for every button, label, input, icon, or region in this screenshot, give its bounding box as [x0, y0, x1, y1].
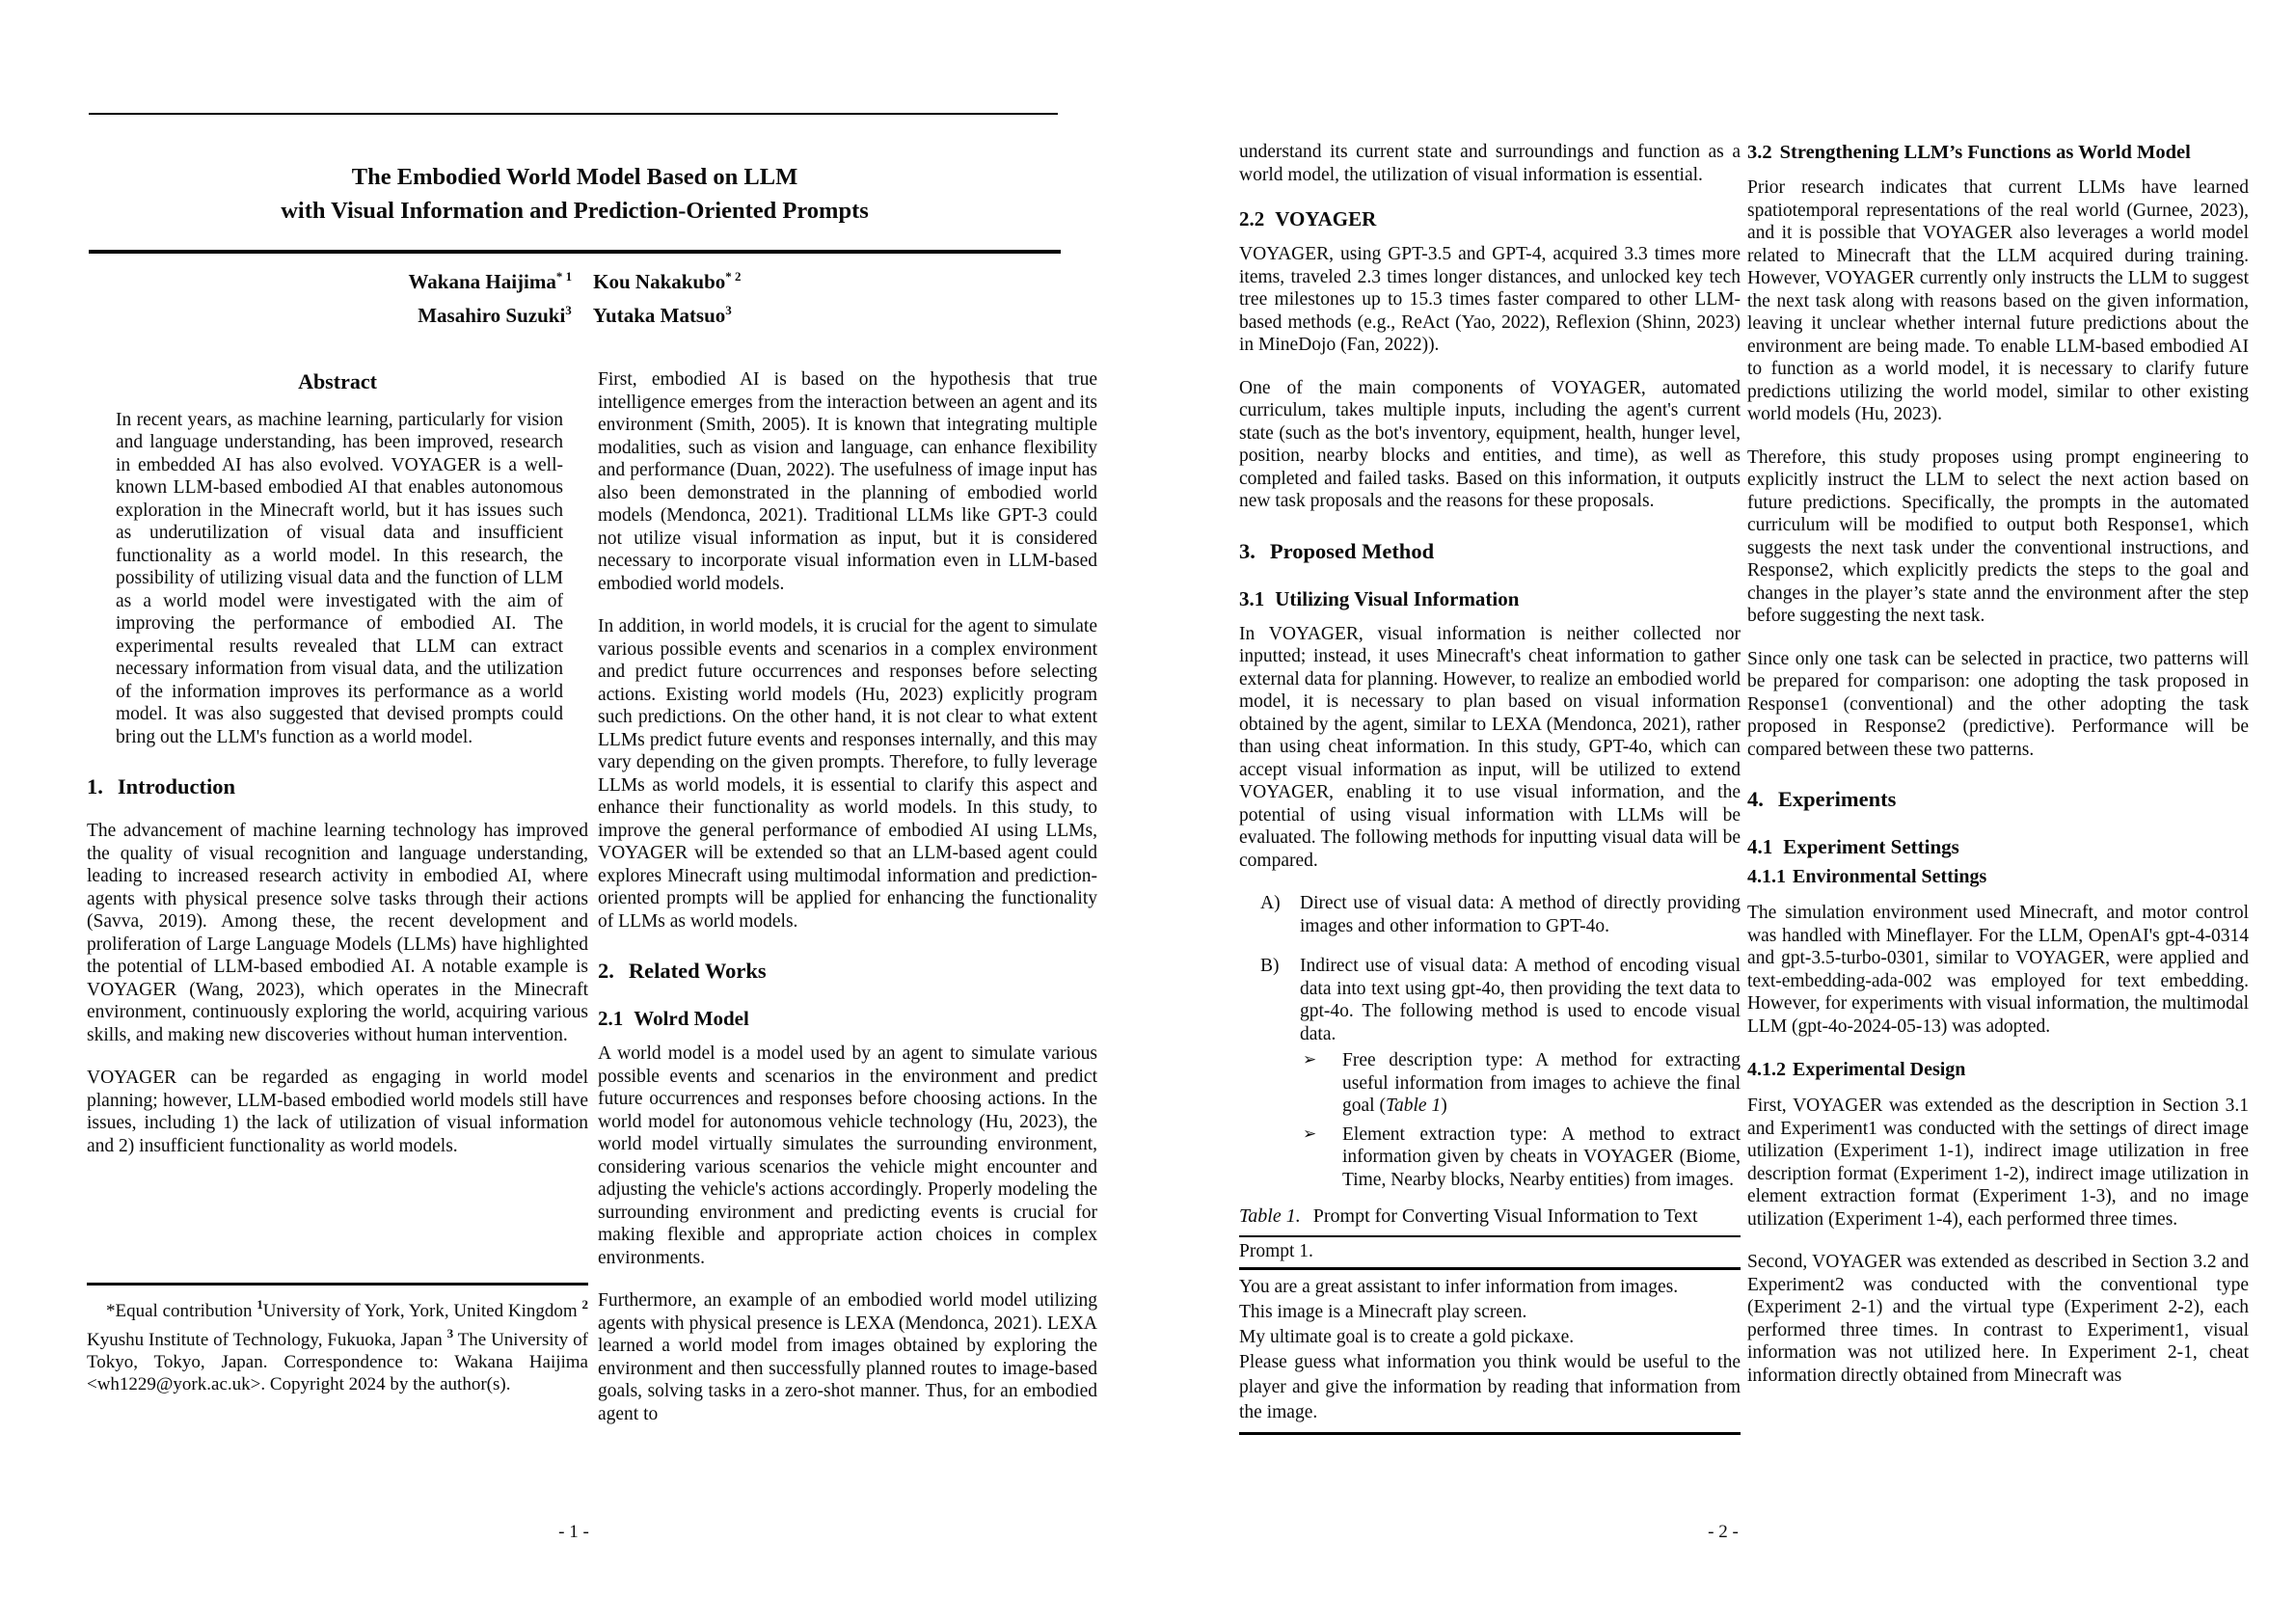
section-number: 3.2: [1747, 142, 1772, 163]
intro-paragraph-2: VOYAGER can be regarded as engaging in world model planning; however, LLM-based embodied world models still have issues, including 1) the lack of utilization of visual information and 2) insufficient functionality as world models.: [87, 1068, 588, 1156]
footnote-superscript: 3: [446, 1326, 454, 1340]
section-2-heading: [598, 958, 1097, 985]
footnote-rule: [87, 1283, 588, 1286]
author-name: Masahiro Suzuki: [418, 304, 566, 327]
paper-title-line-2: with Visual Information and Prediction-Oriented Prompts: [281, 198, 869, 224]
author-name: Kou Nakakubo: [593, 270, 726, 293]
section-title: Experiment Settings: [1783, 835, 1959, 858]
section-3-2-heading: [1747, 141, 2249, 165]
paragraph: Furthermore, an example of an embodied world model utilizing agents with physical presence is LEXA (Mendonca, 2021). LEXA learned a world model from images obtained by exploring the environment and then successfully planned routes to image-based goals, solving tasks in a zero-shot manner. Thus, for an embodied agent to: [598, 1290, 1097, 1424]
author-superscript: 3: [565, 303, 572, 317]
page2-column-2: [1747, 141, 2249, 1407]
section-2-1-heading: [598, 1006, 1097, 1031]
table-1: [1239, 1204, 1741, 1435]
table-1-caption-text: Prompt for Converting Visual Information to Text: [1312, 1205, 1698, 1227]
paragraph: Second, VOYAGER was extended as described in Section 3.2 and Experiment2 was conducted with the conventional type (Experiment 2-1) and the virtual type (Experiment 2-2), each performed three times. In contrast to Experiment1, visual information was not utilized here. In Experiment 2-1, cheat information directly obtained from Minecraft was: [1747, 1252, 2249, 1386]
intro-paragraph-1: The advancement of machine learning technology has improved the quality of visual recognition and language understanding, leading to increased research activity in embodied AI, where agents with physical presence solve tasks through their actions (Savva, 2019). Among these, the recent development and proliferation of Large Language Models (LLMs) have highlighted the potential of LLM-based embodied AI. A notable example is VOYAGER (Wang, 2023), which operates in the Minecraft environment, continuously exploring the world, acquiring various skills, and making new discoveries without human intervention.: [87, 821, 588, 1045]
section-title: Proposed Method: [1269, 538, 1435, 563]
page-1-number: - 1 -: [558, 1522, 589, 1542]
list-item-text: Direct use of visual data: A method of directly providing images and other information to GPT-4o.: [1300, 893, 1741, 936]
footnote-part: *Equal contribution: [106, 1301, 257, 1321]
footnote-part: The University of Tokyo, Tokyo, Japan. Correspondence to: Wakana Haijima <wh1229@york.ac.uk>. Copyright 2024 by the author(s).: [87, 1330, 588, 1394]
table-1-label: Table 1.: [1239, 1205, 1301, 1227]
list-item-a: [1239, 892, 1741, 937]
section-number: 4.1.1: [1747, 866, 1786, 887]
section-3-1-heading: [1239, 586, 1741, 611]
paragraph: The simulation environment used Minecraft, and motor control was handled with Mineflayer. For the LLM, OpenAI's gpt-4-0314 and gpt-3.5-turbo-0301, similar to VOYAGER, were applied and text-embedding-ada-002 was employed for text embedding. However, for experiments with visual information, the multimodal LLM (gpt-4o-2024-05-13) was adopted.: [1747, 903, 2249, 1037]
table-rule: [1239, 1432, 1741, 1435]
paragraph: In addition, in world models, it is crucial for the agent to simulate various possible events and scenarios in a complex environment and predict future occurrences and responses before selecting actions. Existing world models (Hu, 2023) explicitly program such predictions. On the other hand, it is not clear to what extent LLMs predict future events and responses internally, and this may vary depending on the given prompts. Therefore, to fully leverage LLMs as world models, it is essential to clarify this aspect and enhance their functionality as world models. In this study, to improve the general performance of embodied AI using LLMs, VOYAGER will be extended so that an LLM-based agent could explores Minecraft using multimodal information and prediction-oriented prompts will be applied for enhancing the functionality of LLMs as world models.: [598, 616, 1097, 932]
paragraph: First, embodied AI is based on the hypothesis that true intelligence emerges from the interaction between an agent and its environment (Smith, 2005). It is known that integrating multiple modalities, such as vision and language, can enhance flexibility and performance (Duan, 2022). The usefulness of image input has also been demonstrated in the planning of embodied world models (Mendonca, 2021). Traditional LLMs like GPT-3 could not utilize visual information as input, but it is considered necessary to incorporate visual information even in LLM-based embodied world models.: [598, 369, 1097, 594]
paper-title: [89, 160, 1061, 228]
section-number: 2.: [598, 959, 614, 983]
bullet-text: Element extraction type: A method to extract information given by cheats in VOYAGER (Biome, Time, Nearby blocks, Nearby entities) from images.: [1342, 1123, 1741, 1190]
table-1-body: [1239, 1270, 1741, 1432]
section-title: Environmental Settings: [1793, 866, 1987, 887]
section-title: Related Works: [628, 959, 767, 983]
title-rule-top: [89, 113, 1058, 115]
paragraph: Prior research indicates that current LLMs have learned spatiotemporal representations of the real world (Gurnee, 2023), and it is possible that VOYAGER also leverages a world model related to Minecraft that the LLM acquired during training. However, VOYAGER currently only instructs the LLM to suggest the next task along with reasons based on the given information, leaving it unclear whether internal future predictions about the environment are being made. To enable LLM-based embodied AI to function as a world model, it is necessary to clarify future predictions utilizing the world model, similar to other existing world models (Hu, 2023).: [1747, 177, 2249, 424]
section-number: 3.: [1239, 538, 1256, 563]
author-superscript: * 1: [555, 269, 573, 284]
paragraph: Since only one task can be selected in practice, two patterns will be prepared for comparison: one adopting the task proposed in Response1 (conventional) and the other adopting the task proposed in Response2 (predictive). Performance will be compared between these two patterns.: [1747, 648, 2249, 760]
table-1-caption: [1239, 1204, 1741, 1229]
paragraph: A world model is a model used by an agent to simulate various possible events and scenarios in the environment and predict future occurrences and responses before choosing actions. In the world model for autonomous vehicle technology (Hu, 2023), the world model virtually simulates the surrounding environment, considering various scenarios the vehicle might encounter and adjusting the vehicle's actions accordingly. Properly modeling the surrounding environment and predicting events is crucial for making flexible and appropriate action choices in complex environments.: [598, 1043, 1097, 1268]
section-number: 4.1.2: [1747, 1059, 1786, 1080]
bullet-item-free-description: [1239, 1049, 1741, 1118]
paper-title-line-1: The Embodied World Model Based on LLM: [351, 164, 798, 190]
footnote-superscript: 2: [581, 1297, 588, 1312]
section-title: Experimental Design: [1793, 1059, 1966, 1080]
section-title: Experiments: [1777, 787, 1897, 811]
authors-block: [89, 262, 1061, 330]
arrow-bullet-icon: ➢: [1303, 1123, 1317, 1144]
section-4-1-1-heading: [1747, 865, 2249, 889]
section-title: Strengthening LLM’s Functions as World Model: [1779, 142, 2191, 163]
list-marker: A): [1260, 893, 1281, 913]
footnote-part: Kyushu Institute of Technology, Fukuoka, Japan: [87, 1330, 447, 1350]
list-marker: B): [1260, 956, 1280, 976]
page2-column-1: [1239, 141, 1741, 1435]
author-superscript: 3: [725, 303, 732, 317]
section-2-2-heading: [1239, 206, 1741, 231]
paragraph: In VOYAGER, visual information is neither collected nor inputted; instead, it uses Minecraft's cheat information to gather external data for planning. However, to realize an embodied world model, it is necessary to plan based on visual information obtained by the agent, similar to LEXA (Mendonca, 2021), rather than using cheat information. In this study, GPT-4o, which can accept visual information as input, will be utilized to extend VOYAGER, enabling it to use visual information, and the potential of using visual information with LLMs will be evaluated. The following methods for inputting visual data will be compared.: [1239, 623, 1741, 871]
author-name: Yutaka Matsuo: [592, 304, 726, 327]
author-name: Wakana Haijima: [408, 270, 556, 293]
section-4-1-2-heading: [1747, 1058, 2249, 1082]
prompt-line: This image is a Minecraft play screen.: [1239, 1301, 1527, 1322]
section-title: Introduction: [117, 774, 235, 798]
authors-line-1: [89, 262, 1061, 296]
prompt-line: You are a great assistant to infer information from images.: [1239, 1276, 1679, 1297]
section-number: 4.: [1747, 787, 1764, 811]
section-number: 4.1: [1747, 835, 1773, 858]
title-rule-bottom: [89, 250, 1061, 254]
section-4-1-heading: [1747, 834, 2249, 859]
section-1-heading: [87, 773, 588, 800]
bullet-text: Free description type: A method for extracting useful information from images to achieve the final goal (: [1342, 1050, 1741, 1116]
paragraph: One of the main components of VOYAGER, automated curriculum, takes multiple inputs, including the agent's current state (such as the bot's inventory, equipment, health, hunger level, position, nearby blocks and entities, and time), as well as completed and failed tasks. Based on this information, it outputs new task proposals and the reasons for these proposals.: [1239, 377, 1741, 511]
paragraph: Therefore, this study proposes using prompt engineering to explicitly instruct the LLM to select the next action based on future predictions. Specifically, the prompts in the automated curriculum will be modified to output both Response1, which suggests the next task under the conventional instructions, and Response2, which explicitly predicts the steps to the goal and changes in the player’s state annd the environment after the step before suggesting the next task.: [1747, 447, 2249, 626]
bullet-item-element-extraction: [1239, 1123, 1741, 1192]
section-number: 3.1: [1239, 586, 1265, 610]
section-number: 1.: [87, 774, 103, 798]
section-title: Wolrd Model: [634, 1007, 749, 1030]
section-title: VOYAGER: [1275, 207, 1377, 230]
section-4-heading: [1747, 786, 2249, 813]
list-item-text: Indirect use of visual data: A method of encoding visual data into text using gpt-4o, then providing the text data to gpt-4o. The following method is used to encode visual data.: [1300, 956, 1741, 1044]
table-reference: Table 1: [1385, 1096, 1442, 1116]
author-superscript: * 2: [725, 269, 742, 284]
abstract-text: In recent years, as machine learning, particularly for vision and language understanding, has been improved, research in embedded AI has also evolved. VOYAGER is a well-known LLM-based embodied AI that enables autonomous exploration in the Minecraft world, but it has issues such as underutilization of visual data and insufficient functionality as a world model. In this research, the possibility of utilizing visual data and the function of LLM as a world model were investigated with the aim of improving the performance of embodied AI. The experimental results revealed that LLM can extract necessary information from visual data, and the utilization of the information improves its performance as a world model. It was also suggested that devised prompts could bring out the LLM's function as a world model.: [116, 409, 563, 747]
prompt-line: Please guess what information you think would be useful to the player and give the information by reading that information from the image.: [1239, 1351, 1741, 1422]
section-number: 2.2: [1239, 207, 1265, 230]
table-1-header: Prompt 1.: [1239, 1241, 1313, 1261]
authors-line-2: [89, 296, 1061, 330]
arrow-bullet-icon: ➢: [1303, 1050, 1317, 1069]
prompt-line: My ultimate goal is to create a gold pickaxe.: [1239, 1326, 1575, 1347]
page1-column-2: [598, 368, 1097, 1446]
footnote-superscript: 1: [256, 1297, 263, 1312]
bullet-text: ): [1441, 1096, 1447, 1116]
footnote-block: [87, 1283, 588, 1395]
footnote-part: University of York, York, United Kingdom: [262, 1301, 582, 1321]
page-2-number: - 2 -: [1708, 1522, 1739, 1542]
paragraph: VOYAGER, using GPT-3.5 and GPT-4, acquired 3.3 times more items, traveled 2.3 times longer distances, and unlocked key tech tree milestones up to 15.3 times faster compared to other LLM-based methods (e.g., ReAct (Yao, 2022), Reflexion (Shinn, 2023) in MineDojo (Fan, 2022)).: [1239, 244, 1741, 355]
page1-column-1: [87, 370, 588, 1177]
abstract-heading: Abstract: [298, 369, 377, 393]
section-3-heading: [1239, 538, 1741, 565]
section-number: 2.1: [598, 1007, 624, 1030]
paragraph: understand its current state and surroundings and function as a world model, the utilization of visual information is essential.: [1239, 142, 1741, 185]
paragraph: First, VOYAGER was extended as the description in Section 3.1 and Experiment1 was conducted with the settings of direct image utilization (Experiment 1-1), indirect image utilization in free description format (Experiment 1-2), indirect image utilization in element extraction format (Experiment 1-3), and no image utilization (Experiment 1-4), each performed three times.: [1747, 1096, 2249, 1230]
section-title: Utilizing Visual Information: [1275, 586, 1520, 610]
footnote-text: [87, 1293, 588, 1395]
list-item-b: [1239, 955, 1741, 1045]
